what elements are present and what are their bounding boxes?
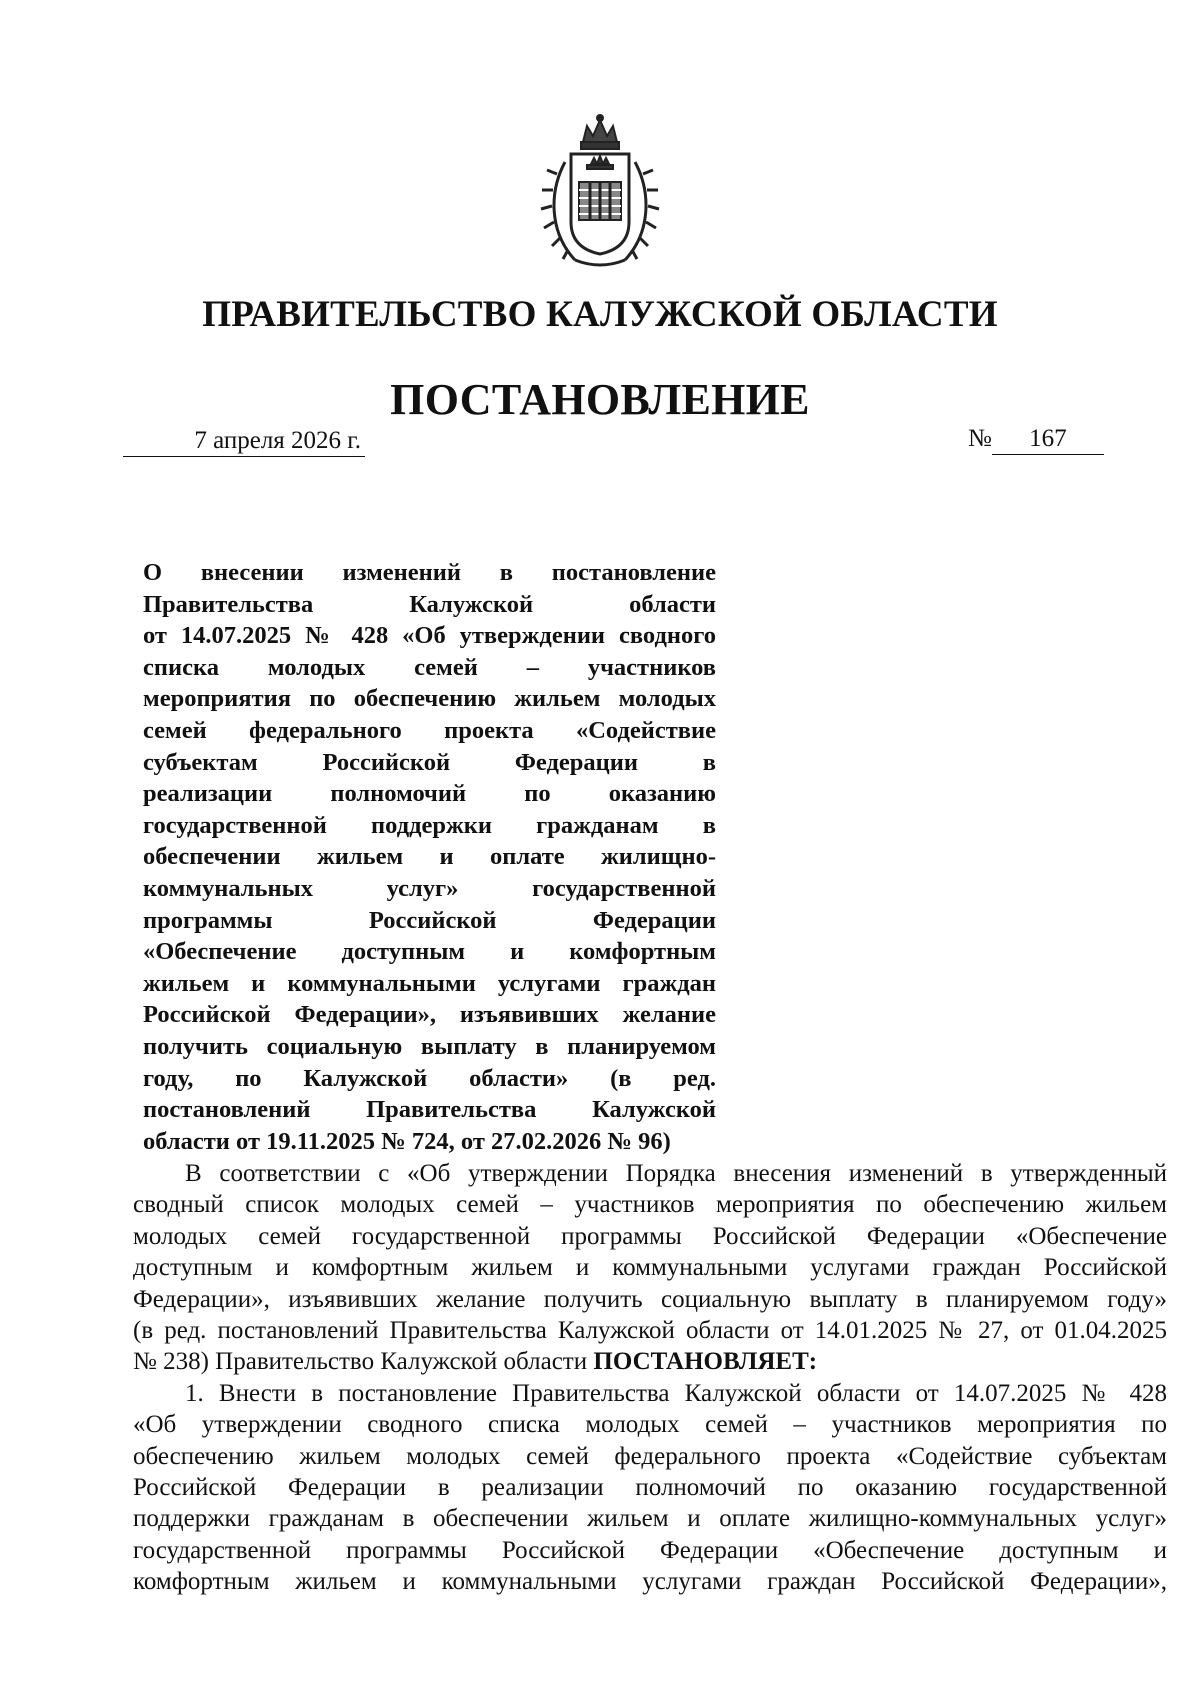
subject-line: списка молодых семей – участников — [143, 653, 716, 681]
subject-line: жильем и коммунальными услугами граждан — [143, 969, 716, 997]
number-sign: № — [968, 425, 992, 452]
body-line: Российской Федерации в реализации полномочий по оказанию государственной — [133, 1473, 1167, 1501]
body-line: комфортным жильем и коммунальными услугами граждан Российской Федерации», — [133, 1568, 1167, 1596]
number-value: 167 — [992, 424, 1104, 455]
body-line: поддержки гражданам в обеспечении жильем и оплате жилищно-коммунальных услуг» — [133, 1505, 1167, 1533]
subject-line: обеспечении жильем и оплате жилищно- — [143, 843, 716, 871]
resolves-keyword: ПОСТАНОВЛЯЕТ: — [593, 1348, 818, 1376]
body-line: сводный список молодых семей – участников мероприятия по обеспечению жильем — [133, 1191, 1167, 1219]
subject-line: Российской Федерации», изъявивших желание — [143, 1001, 716, 1029]
subject-line: программы Российской Федерации — [143, 906, 716, 934]
body-line — [133, 1346, 1167, 1377]
body-line: обеспечению жильем молодых семей федерального проекта «Содействие субъектам — [133, 1442, 1167, 1470]
subject-line: мероприятия по обеспечению жильем молодых — [143, 685, 716, 713]
subject-line: от 14.07.2025 № 428 «Об утверждении сводного — [143, 622, 716, 650]
body-line: государственной программы Российской Федерации «Обеспечение доступным и — [133, 1536, 1167, 1564]
subject-line: году, по Калужской области» (в ред. — [143, 1064, 716, 1092]
subject-line: Правительства Калужской области — [143, 590, 716, 618]
subject-line: постановлений Правительства Калужской — [143, 1096, 716, 1124]
subject-line: получить социальную выплату в планируемом — [143, 1032, 716, 1060]
subject-line: реализации полномочий по оказанию — [143, 780, 716, 808]
subject-line: государственной поддержки гражданам в — [143, 811, 716, 839]
body-line: «Об утверждении сводного списка молодых семей – участников мероприятия по — [133, 1411, 1167, 1439]
document-body — [133, 1158, 1167, 1597]
subject-line: коммунальных услуг» государственной — [143, 874, 716, 902]
document-number — [968, 424, 1104, 455]
document-subject — [143, 557, 716, 1157]
subject-line: О внесении изменений в постановление — [143, 559, 716, 586]
body-line: В соответствии с «Об утверждении Порядка внесения изменений в утвержденный — [185, 1160, 1167, 1187]
subject-line: «Обеспечение доступным и комфортным — [143, 938, 716, 966]
body-line: доступным и комфортным жильем и коммунальными услугами граждан Российской — [133, 1254, 1167, 1282]
subject-line: семей федерального проекта «Содействие — [143, 716, 716, 744]
kaluga-coat-of-arms-icon — [535, 112, 665, 272]
body-line: (в ред. постановлений Правительства Калужской области от 14.01.2025 № 27, от 01.04.2025 — [133, 1316, 1167, 1344]
document-type-title: ПОСТАНОВЛЕНИЕ — [390, 375, 810, 424]
organization-title: ПРАВИТЕЛЬСТВО КАЛУЖСКОЙ ОБЛАСТИ — [202, 294, 998, 335]
body-line: молодых семей государственной программы Российской Федерации «Обеспечение — [133, 1222, 1167, 1250]
subject-line: субъектам Российской Федерации в — [143, 748, 716, 776]
document-date: 7 апреля 2026 г. — [123, 426, 365, 457]
body-line: Федерации», изъявивших желание получить социальную выплату в планируемом году» — [133, 1285, 1167, 1313]
body-line-text: № 238) Правительство Калужской области — [133, 1348, 588, 1376]
body-line: 1. Внести в постановление Правительства Калужской области от 14.07.2025 № 428 — [185, 1379, 1167, 1407]
subject-line: области от 19.11.2025 № 724, от 27.02.2026 № 96) — [143, 1127, 671, 1155]
